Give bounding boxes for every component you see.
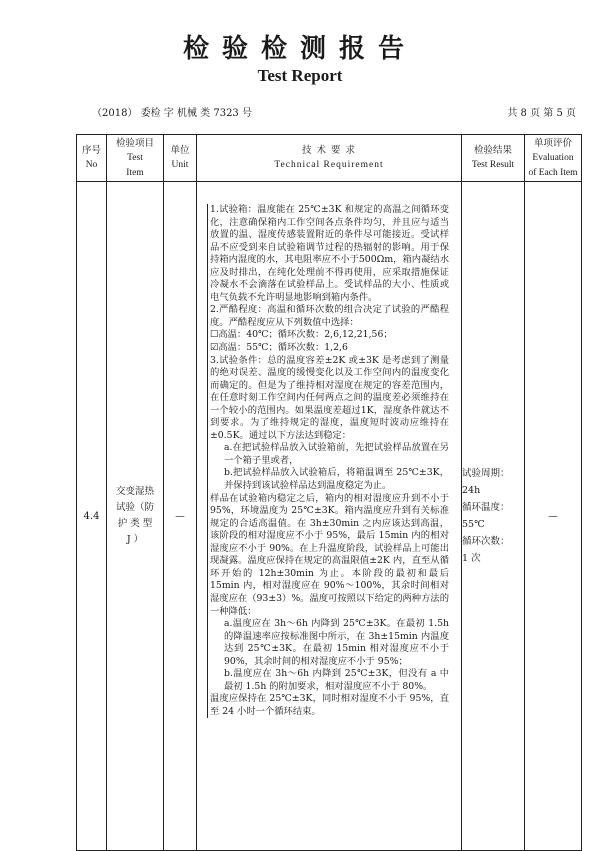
requirement-paragraph: 2.严酷程度：高温和循环次数的组合决定了试验的严酷程度。严酷程度应从下列数值中选择： xyxy=(210,304,449,328)
test-result-cell xyxy=(462,182,525,851)
requirement-paragraph: 样品在试验箱内稳定之后，箱内的相对湿度应升到不小于 95%，环境温度为 25℃±3K。箱内温度应升到有关标准规定的合适高温值。在 3h±30min 之内应该达到高温，该阶段的相对湿度应不小于 95%，最后 15min 内的相对湿度应不小于 90%。在上升温度阶段，试验样品上可能出现凝露。温度应保持在规定的高温限值±2K 内，直至从循环开始的 12h±30min 为止。本阶段的最初和最后 15min 内，相对湿度应在 90%～100%，其余时间相对湿度应在（93±3）%。温度可按照以下给定的两种方法的一种降低： xyxy=(210,492,449,617)
col-header-result-en: Test Result xyxy=(471,160,515,170)
col-header-item xyxy=(107,135,164,182)
report-title-en: Test Report xyxy=(257,66,343,85)
technical-requirement-text xyxy=(207,204,449,718)
test-item-line: 护 类 型 xyxy=(117,518,153,529)
table-header-row xyxy=(77,135,582,182)
evaluation-cell: — xyxy=(525,182,582,851)
col-header-no-en: No xyxy=(85,160,98,170)
test-item-line: 交变湿热 xyxy=(115,486,154,497)
requirement-paragraph: 1.试验箱：温度能在 25℃±3K 和规定的高温之间循环变化，注意确保箱内工作空间各点条件均匀，并且应与适当放置的温、湿度传感装置附近的条件尽可能接近。受试样品不应受到来自试验箱调节过程的热辐射的影响。用于保持箱内湿度的水，其电阻率应不小于500Ωm，箱内凝结水应及时排出，在纯化处理前不得再使用，应采取措施保证冷凝水不会滴落在试验样品上。受试样品的大小、性质或电气负载不允许明显地影响到箱内条件。 xyxy=(210,204,449,303)
row-number: 4.4 xyxy=(77,182,107,851)
result-line: 循环温度： xyxy=(462,502,510,513)
requirement-subitem: a.在把试验样品放入试验箱前，先把试验样品放置在另一个箱子里或者， xyxy=(224,442,449,466)
report-number: （2018） 委检 字 机械 类 7323 号 xyxy=(92,108,252,119)
col-header-requirement-cn: 技 术 要 求 xyxy=(301,145,357,156)
col-header-unit-en: Unit xyxy=(171,160,189,170)
col-header-requirement xyxy=(197,135,462,182)
result-line: 1 次 xyxy=(462,553,481,564)
result-line: 55℃ xyxy=(462,519,485,530)
result-line: 循环次数： xyxy=(462,536,510,547)
col-header-requirement-en: Technical Requirement xyxy=(274,160,384,170)
test-item xyxy=(107,182,164,851)
requirement-paragraph: 温度应保持在 25℃±3K，同时相对湿度不小于 95%，直至 24 小时一个循环结束。 xyxy=(210,693,449,717)
col-header-item-en-1: Test xyxy=(127,152,143,163)
col-header-evaluation-en-1: Evaluation xyxy=(532,152,574,163)
col-header-unit-cn: 单位 xyxy=(170,145,190,156)
col-header-item-en-2: Item xyxy=(126,167,144,178)
requirement-subitem: b.把试验样品放入试验箱后，将箱温调至 25℃±3K，并保持到该试验样品达到温度稳定为止。 xyxy=(224,467,449,492)
result-line: 24h xyxy=(462,485,481,496)
requirement-option-checked: ☑高温：55℃；循环次数：1,2,6 xyxy=(210,342,348,354)
test-item-line: J ） xyxy=(126,534,144,545)
table-row xyxy=(77,182,582,851)
page-info: 共 8 页 第 5 页 xyxy=(507,108,576,119)
col-header-result xyxy=(462,135,525,182)
col-header-evaluation-cn: 单项评价 xyxy=(533,137,572,149)
col-header-no xyxy=(77,135,107,182)
requirement-subitem: b.温度应在 3h～6h 内降到 25℃±3K，但没有 a 中最初 1.5h 的附加要求，相对湿度应不小于 80%。 xyxy=(224,668,449,692)
col-header-evaluation-en-2: of Each Item xyxy=(528,167,578,178)
requirement-option-unchecked: ☐高温：40℃；循环次数：2,6,12,21,56； xyxy=(210,329,393,341)
result-line: 试验周期： xyxy=(462,468,510,479)
col-header-evaluation xyxy=(525,135,582,182)
test-report-table xyxy=(76,134,582,851)
requirement-subitem: a.温度应在 3h～6h 内降到 25℃±3K。在最初 1.5h 的降温速率应按标准图中所示，在 3h±15min 内温度达到 25℃±3K。在最初 15min 相对湿度应不小于 90%，其余时间的相对湿度应不小于 95%； xyxy=(224,618,449,667)
col-header-result-cn: 检验结果 xyxy=(473,145,512,156)
col-header-no-cn: 序号 xyxy=(81,145,101,156)
col-header-unit xyxy=(164,135,197,182)
requirement-paragraph: 3.试验条件：总的温度容差±2K 或±3K 是考虑到了测量的绝对误差、温度的缓慢变化以及工作空间内的温度变化而确定的。但是为了维持相对湿度在规定的容差范围内，在任意时刻工作空间内任何两点之间的温度差必须维持在一个较小的范围内。如果温度差超过1K，湿度条件就达不到要求。为了维持规定的湿度，温度短时波动应维持在±0.5K。通过以下方法达到稳定： xyxy=(210,354,449,441)
unit-cell: — xyxy=(164,182,197,851)
test-item-line: 试验（防 xyxy=(115,502,154,513)
technical-requirement-cell xyxy=(197,182,462,851)
report-title-cn: 检验检测报告 xyxy=(182,34,417,64)
col-header-item-cn: 检验项目 xyxy=(115,137,154,149)
